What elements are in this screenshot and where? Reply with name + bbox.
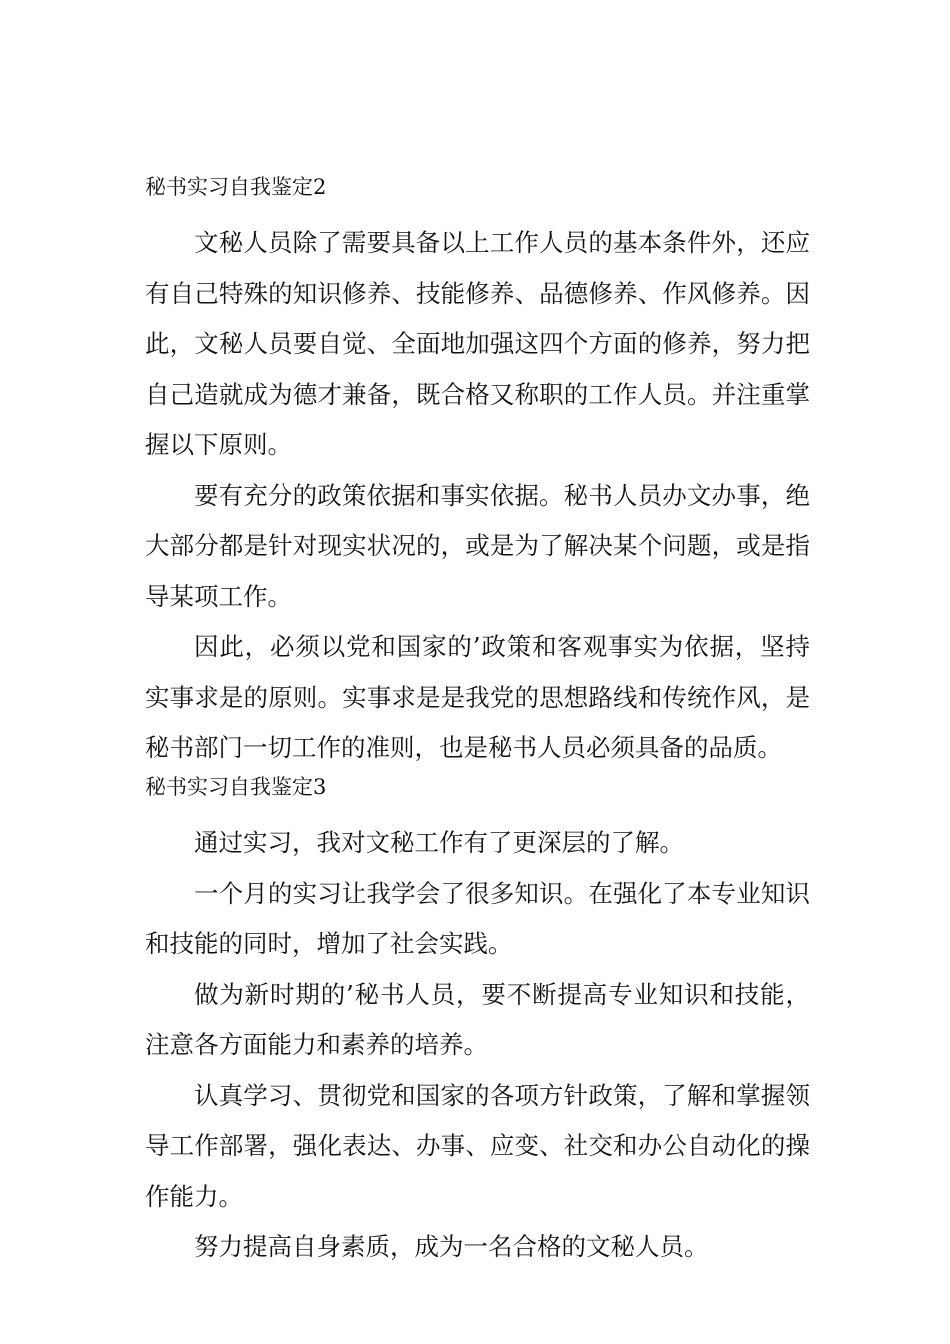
paragraph: 文秘人员除了需要具备以上工作人员的基本条件外，还应有自己特殊的知识修养、技能修养、品德修养、作风修养。因此，文秘人员要自觉、全面地加强这四个方面的修养，努力把自己造就成为德才兼备，既合格又称职的工作人员。并注重掌握以下原则。 bbox=[145, 228, 810, 459]
paragraph: 要有充分的政策依据和事实依据。秘书人员办文办事，绝大部分都是针对现实状况的，或是为了解决某个问题，或是指导某项工作。 bbox=[145, 480, 810, 611]
paragraph: 通过实习，我对文秘工作有了更深层的了解。 bbox=[194, 828, 684, 857]
paragraph: 努力提高自身素质，成为一名合格的文秘人员。 bbox=[194, 1232, 709, 1261]
paragraph: 因此，必须以党和国家的’政策和客观事实为依据，坚持实事求是的原则。实事求是是我党的思想路线和传统作风，是秘书部门一切工作的准则，也是秘书人员必须具备的品质。 bbox=[145, 632, 810, 762]
paragraph: 做为新时期的’秘书人员，要不断提高专业知识和技能，注意各方面能力和素养的培养。 bbox=[145, 979, 810, 1059]
paragraph: 一个月的实习让我学会了很多知识。在强化了本专业知识和技能的同时，增加了社会实践。 bbox=[145, 878, 810, 958]
section-heading: 秘书实习自我鉴定3 bbox=[145, 775, 327, 799]
section-heading: 秘书实习自我鉴定2 bbox=[145, 175, 327, 199]
section-appraisal-3 bbox=[145, 768, 810, 1273]
section-appraisal-2 bbox=[145, 168, 810, 774]
paragraph: 认真学习、贯彻党和国家的各项方针政策，了解和掌握领导工作部署，强化表达、办事、应变、社交和办公自动化的操作能力。 bbox=[145, 1080, 810, 1211]
